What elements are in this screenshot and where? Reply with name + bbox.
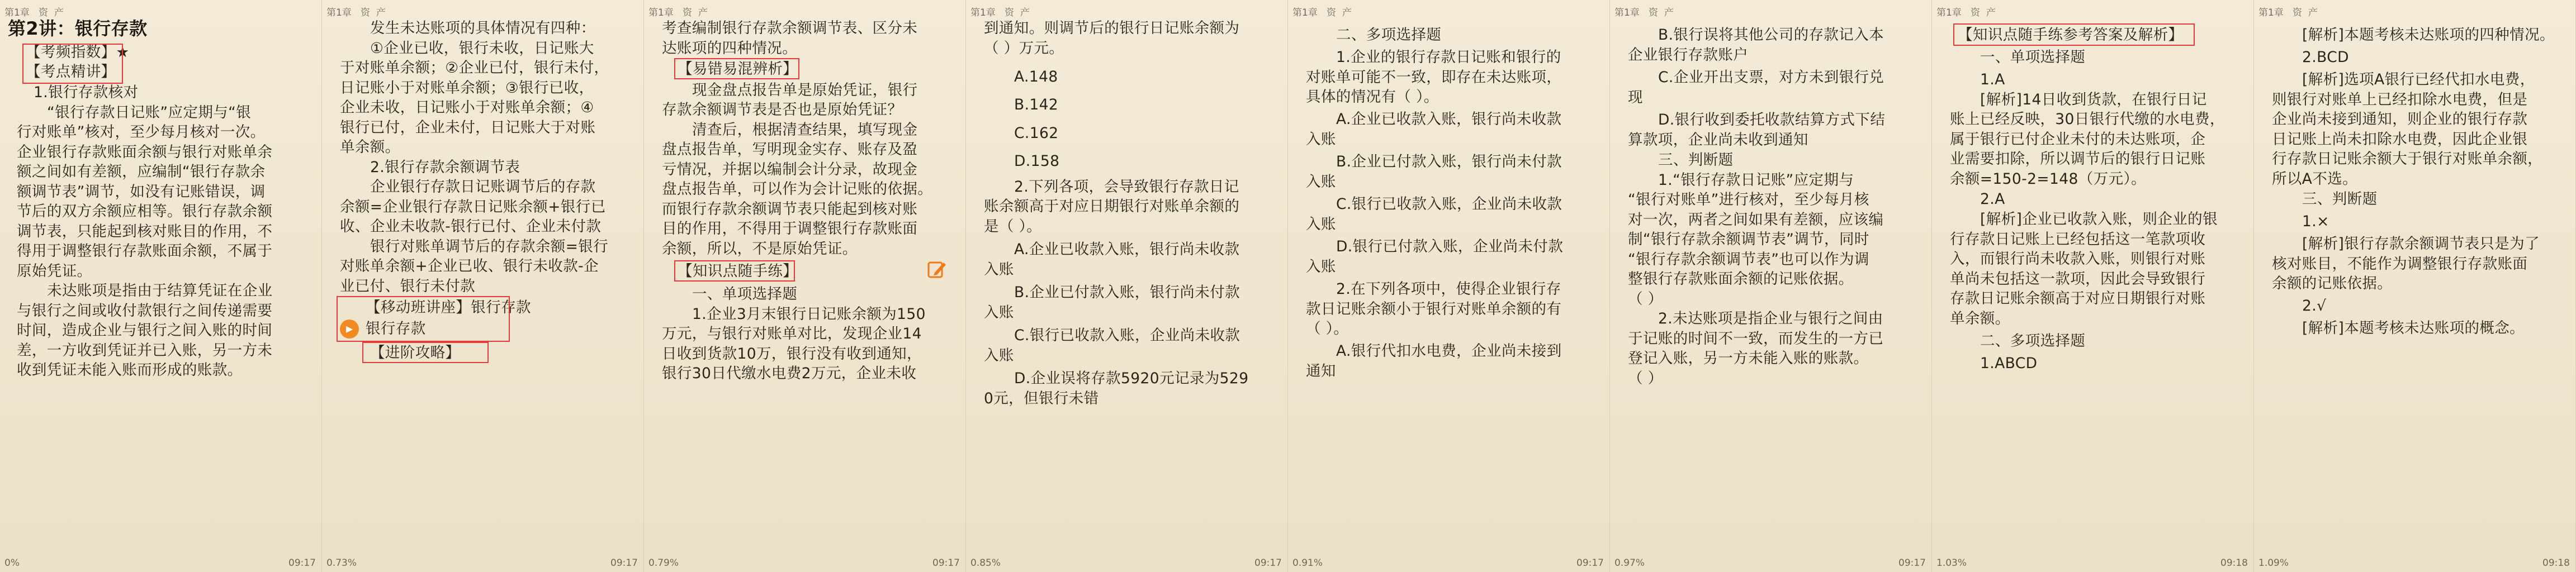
text-line: 而银行存款余额调节表只能起到核对账 <box>662 201 918 218</box>
text-line: 余额=企业银行存款日记账余额+银行已 <box>340 198 606 216</box>
text-line: B.银行误将其他公司的存款记入本 <box>1658 26 1884 44</box>
text-line: 制“银行存款余额调节表”调节，同时 <box>1628 231 1869 248</box>
text-line: D.银行收到委托收款结算方式下结 <box>1658 111 1886 128</box>
text-line: 0元，但银行未错 <box>984 390 1099 407</box>
progress-percent: 0.73% <box>326 557 357 569</box>
chapter-header: 第1章 资 产 <box>648 7 708 18</box>
text-line: A.企业已收款入账，银行尚未收款 <box>1014 241 1240 258</box>
text-line: 与银行之间或收付款银行之间传递需要 <box>17 302 273 320</box>
text-line: [解析]企业已收款入账，则企业的银 <box>1980 211 2218 228</box>
text-line: 对一次，两者之间如果有差额，应该编 <box>1628 211 1884 228</box>
text-line: 2.未达账项是指企业与银行之间由 <box>1658 310 1883 327</box>
progress-percent: 0.79% <box>648 557 679 569</box>
text-line: 日收到货款10万，银行没有收到通知， <box>662 345 922 363</box>
text-line: 调节表，只能起到核对账目的作用，不 <box>17 223 273 240</box>
text-line: 【移动班讲座】银行存款 <box>366 299 531 316</box>
text-line: B.142 <box>1014 96 1059 113</box>
text-line: C.企业开出支票，对方未到银行兑 <box>1658 69 1884 86</box>
text-line: 【考频指数】★ <box>26 44 130 61</box>
progress-percent: 1.09% <box>2258 557 2289 569</box>
book-page-5[interactable] <box>1288 0 1610 572</box>
text-line: B.企业已付款入账，银行尚未付款 <box>1336 153 1562 170</box>
text-line: 额调节表”调节，如没有记账错误，调 <box>17 183 266 201</box>
text-line: 入账 <box>984 261 1014 278</box>
text-line: 对账单余额+企业已收、银行未收款-企 <box>340 258 599 275</box>
text-line: A.企业已收款入账，银行尚未收款 <box>1336 111 1562 128</box>
text-line: 单余额。 <box>340 139 400 156</box>
text-line: 2.A <box>1980 190 2005 208</box>
progress-percent: 0.85% <box>970 557 1001 569</box>
book-page-7[interactable] <box>1932 0 2254 572</box>
text-line: “银行存款余额调节表”也可以作为调 <box>1628 251 1869 268</box>
text-line: （ ） <box>1628 370 1663 387</box>
video-link[interactable]: 银行存款 <box>366 320 426 337</box>
text-line: 余额，所以，不是原始凭证。 <box>662 240 858 258</box>
text-line: 银行对账单调节后的存款余额=银行 <box>370 238 609 255</box>
chapter-header: 第1章 资 产 <box>1292 7 1352 18</box>
progress-percent: 1.03% <box>1936 557 1967 569</box>
book-page-6[interactable] <box>1610 0 1932 572</box>
text-line: 银行已付，企业未付，日记账大于对账 <box>340 119 596 136</box>
text-line: 节后的双方余额应相等。银行存款余额 <box>17 203 273 220</box>
clock-time: 09:17 <box>932 557 960 569</box>
text-line: 入，而银行尚未收款入账，则银行对账 <box>1950 250 2206 268</box>
text-line: 业需要扣除，所以调节后的银行日记账 <box>1950 150 2206 168</box>
text-line: 三、判断题 <box>1658 151 1734 169</box>
text-line: 2.银行存款余额调节表 <box>370 159 520 176</box>
text-line: 整银行存款账面余额的记账依据。 <box>1628 270 1854 288</box>
lecture-title: 第2讲：银行存款 <box>8 18 148 39</box>
text-line: 万元，与银行对账单对比，发现企业14 <box>662 325 922 342</box>
text-line: 核对账目，不能作为调整银行存款账面 <box>2272 255 2528 273</box>
text-line: 入账 <box>1306 173 1336 190</box>
chapter-header: 第1章 资 产 <box>970 7 1030 18</box>
text-line: 是（ ）。 <box>984 218 1042 235</box>
text-line: 二、多项选择题 <box>1336 26 1442 44</box>
text-line: 1.企业的银行存款日记账和银行的 <box>1336 49 1561 66</box>
text-line: 款日记账余额小于银行对账单余额的有 <box>1306 301 1562 318</box>
text-line: D.158 <box>1014 152 1060 170</box>
text-line: 具体的情况有（ ）。 <box>1306 88 1439 106</box>
text-line: 盘点报告单，写明现金实存、账存及盈 <box>662 141 918 158</box>
chapter-header: 第1章 资 产 <box>1614 7 1674 18</box>
text-line: 差，一方收到凭证并已入账，另一方未 <box>17 342 273 359</box>
text-line: 未达账项是指由于结算凭证在企业 <box>47 282 273 299</box>
text-line: 入账 <box>1306 216 1336 233</box>
progress-percent: 0.97% <box>1614 557 1645 569</box>
text-line: 1.× <box>2302 213 2329 230</box>
text-line: 得用于调整银行存款账面余额，不属于 <box>17 242 273 260</box>
text-line: 2.下列各项，会导致银行存款日记 <box>1014 178 1239 196</box>
text-line: 企业未收，日记账小于对账单余额；④ <box>340 99 594 116</box>
text-line: 入账 <box>1306 131 1336 148</box>
progress-percent: 0% <box>4 557 20 569</box>
text-line: 属于银行已付企业未付的未达账项，企 <box>1950 131 2206 148</box>
highlight-box <box>337 296 510 342</box>
text-line: 行对账单”核对，至少每月核对一次。 <box>17 123 266 141</box>
text-line: 账上已经反映，30日银行代缴的水电费， <box>1950 111 2225 128</box>
book-page-2[interactable] <box>322 0 644 572</box>
text-line: 则银行对账单上已经扣除水电费，但是 <box>2272 91 2528 108</box>
text-line: 企业银行存款账面余额与银行对账单余 <box>17 144 273 161</box>
text-line: 【进阶攻略】 <box>370 344 461 361</box>
clock-time: 09:17 <box>288 557 316 569</box>
text-line: 1.银行存款核对 <box>34 84 139 101</box>
text-line: 通知 <box>1306 363 1336 380</box>
text-line: 余额=150-2=148（万元）。 <box>1950 170 2147 188</box>
text-line: 余额的记账依据。 <box>2272 275 2393 292</box>
text-line: 收到凭证未能入账而形成的账款。 <box>17 361 243 379</box>
text-line: ①企业已收，银行未收，日记账大 <box>370 40 594 57</box>
text-line: 1.企业3月末银行日记账余额为150 <box>692 306 926 323</box>
text-line: D.银行已付款入账，企业尚未付款 <box>1336 238 1564 255</box>
highlight-box <box>674 58 799 79</box>
text-line: 企业银行存款账户 <box>1628 46 1749 64</box>
text-line: 【易错易混辨析】 <box>678 60 798 78</box>
text-line: 登记入账，另一方未能入账的账款。 <box>1628 350 1869 367</box>
highlight-box <box>362 342 489 363</box>
text-line: 单尚未包括这一款项，因此会导致银行 <box>1950 270 2206 288</box>
clock-time: 09:18 <box>2542 557 2570 569</box>
text-line: 2.BCD <box>2302 49 2349 66</box>
text-line: [解析]本题考核未达账项的四种情况。 <box>2302 26 2555 44</box>
text-line: 一、单项选择题 <box>692 285 798 303</box>
text-line: 存款余额调节表是否也是原始凭证？ <box>662 101 903 118</box>
book-page-8[interactable] <box>2254 0 2576 572</box>
text-line: 1.A <box>1980 71 2005 88</box>
book-page-3[interactable] <box>644 0 966 572</box>
book-page-1[interactable] <box>0 0 322 572</box>
clock-time: 09:17 <box>610 557 638 569</box>
text-line: 行存款日记账余额大于银行对账单余额， <box>2272 150 2543 168</box>
text-line: 行存款日记账上已经包括这一笔款项收 <box>1950 231 2206 248</box>
text-line: C.162 <box>1014 125 1059 142</box>
text-line: C.银行已收款入账，企业尚未收款 <box>1336 196 1562 213</box>
text-line: 账余额高于对应日期银行对账单余额的 <box>984 198 1240 215</box>
text-line: （ ）。 <box>1306 320 1349 337</box>
chapter-header: 第1章 资 产 <box>4 7 64 18</box>
text-line: 目的作用，不得用于调整银行存款账面 <box>662 220 918 237</box>
text-line: 日记账小于对账单余额；③银行已收， <box>340 79 594 97</box>
text-line: [解析]选项A银行已经代扣水电费， <box>2302 71 2535 88</box>
text-line: 二、多项选择题 <box>1980 332 2086 350</box>
text-line: 1.“银行存款日记账”应定期与 <box>1658 171 1854 189</box>
text-line: [解析]14日收到货款，在银行日记 <box>1980 91 2207 108</box>
text-line: 入账 <box>984 304 1014 321</box>
text-line: 算款项，企业尚未收到通知 <box>1628 131 1808 149</box>
text-line: A.银行代扣水电费，企业尚未接到 <box>1336 342 1562 360</box>
text-line: 考查编制银行存款余额调节表、区分未 <box>662 20 918 37</box>
text-line: 现金盘点报告单是原始凭证，银行 <box>692 82 918 99</box>
text-line: 2.在下列各项中，使得企业银行存 <box>1336 280 1561 298</box>
text-line: （ ） <box>1628 290 1663 308</box>
edit-note-icon[interactable] <box>926 258 948 280</box>
text-line: 盘点报告单，可以作为会计记账的依据。 <box>662 180 933 198</box>
chapter-header: 第1章 资 产 <box>1936 7 1996 18</box>
text-line: “银行存款日记账”应定期与“银 <box>47 104 252 121</box>
text-line: [解析]银行存款余额调节表只是为了 <box>2302 235 2540 252</box>
text-line: 三、判断题 <box>2302 190 2378 208</box>
text-line: （ ）万元。 <box>984 40 1064 57</box>
text-line: A.148 <box>1014 68 1058 85</box>
play-video-icon[interactable]: ▶ <box>340 320 359 339</box>
text-line: 达账项的四种情况。 <box>662 40 798 57</box>
text-line: 【知识点随手练】 <box>678 263 798 280</box>
clock-time: 09:18 <box>2220 557 2248 569</box>
text-line: 一、单项选择题 <box>1980 49 2086 66</box>
text-line: 亏情况，并据以编制会计分录，故现金 <box>662 161 918 178</box>
text-line: 2.√ <box>2302 297 2327 314</box>
text-line: 【考点精讲】 <box>26 63 116 80</box>
text-line: 收、企业未收款-银行已付、企业未付款 <box>340 218 602 235</box>
chapter-header: 第1章 资 产 <box>2258 7 2318 18</box>
text-line: 入账 <box>1306 258 1336 275</box>
text-line: 时间，造成企业与银行之间入账的时间 <box>17 322 273 339</box>
text-line: 存款日记账余额高于对应日期银行对账 <box>1950 290 2206 307</box>
text-line: C.银行已收款入账，企业尚未收款 <box>1014 327 1240 344</box>
text-line: B.企业已付款入账，银行尚未付款 <box>1014 284 1240 301</box>
clock-time: 09:17 <box>1576 557 1604 569</box>
book-page-4[interactable] <box>966 0 1288 572</box>
text-line: 现 <box>1628 89 1643 106</box>
text-line: 银行30日代缴水电费2万元，企业未收 <box>662 365 917 382</box>
text-line: 清查后，根据清查结果，填写现金 <box>692 121 918 139</box>
text-line: 到通知。则调节后的银行日记账余额为 <box>984 20 1240 37</box>
text-line: 额之间如有差额，应编制“银行存款余 <box>17 163 266 180</box>
text-line: 入账 <box>984 347 1014 364</box>
text-line: 发生未达账项的具体情况有四种： <box>370 20 596 37</box>
text-line: 日记账上尚未扣除水电费，因此企业银 <box>2272 131 2528 148</box>
highlight-box <box>22 44 123 84</box>
progress-percent: 0.91% <box>1292 557 1323 569</box>
text-line: 企业尚未接到通知，则企业的银行存款 <box>2272 111 2528 128</box>
text-line: 原始凭证。 <box>17 263 92 280</box>
text-line: 业已付、银行未付款 <box>340 278 476 295</box>
highlight-box <box>1953 23 2195 46</box>
text-line: “银行对账单”进行核对，至少每月核 <box>1628 191 1869 208</box>
text-line: 1.ABCD <box>1980 355 2038 372</box>
clock-time: 09:17 <box>1254 557 1282 569</box>
text-line: 【知识点随手练参考答案及解析】 <box>1958 26 2184 44</box>
text-line: 于对账单余额；②企业已付，银行未付， <box>340 59 609 77</box>
text-line: [解析]本题考核未达账项的概念。 <box>2302 320 2525 337</box>
chapter-header: 第1章 资 产 <box>326 7 386 18</box>
text-line: 于记账的时间不一致，而发生的一方已 <box>1628 330 1884 347</box>
text-line: 所以A不选。 <box>2272 170 2358 188</box>
text-line: 对账单可能不一致，即存在未达账项， <box>1306 69 1562 86</box>
text-line: 企业银行存款日记账调节后的存款 <box>370 178 596 196</box>
clock-time: 09:17 <box>1898 557 1926 569</box>
highlight-box <box>674 260 795 282</box>
text-line: D.企业误将存款5920元记录为529 <box>1014 370 1249 387</box>
text-line: 单余额。 <box>1950 310 2010 327</box>
